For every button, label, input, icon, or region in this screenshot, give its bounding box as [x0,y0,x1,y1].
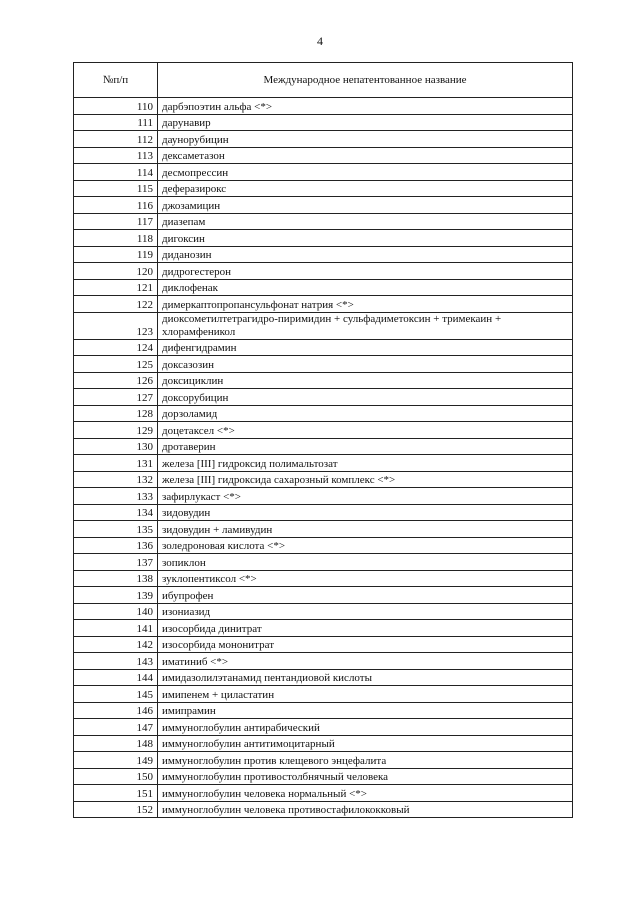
drug-name: изосорбида мононитрат [158,636,573,653]
table-row [74,296,573,313]
table-row [74,98,573,115]
drug-name: дарунавир [158,114,573,131]
page-number: 4 [317,34,323,48]
drug-name: зидовудин [158,504,573,521]
table-row [74,603,573,620]
table-header-row [74,63,573,98]
table-row [74,164,573,181]
drug-name: дорзоламид [158,405,573,422]
table-row [74,537,573,554]
row-number: 111 [74,114,158,131]
row-number: 112 [74,131,158,148]
drug-name: доксорубицин [158,389,573,406]
drug-name: иматиниб <*> [158,653,573,670]
row-number: 114 [74,164,158,181]
table-row [74,719,573,736]
row-number: 123 [74,312,158,339]
row-number: 150 [74,768,158,785]
table-row [74,620,573,637]
table-row [74,114,573,131]
row-number: 144 [74,669,158,686]
table-row [74,180,573,197]
drug-name: диклофенак [158,279,573,296]
row-number: 135 [74,521,158,538]
drug-name: зафирлукаст <*> [158,488,573,505]
table-row [74,801,573,818]
drug-name: железа [III] гидроксид полимальтозат [158,455,573,472]
table-row [74,488,573,505]
row-number: 124 [74,339,158,356]
table-row [74,230,573,247]
row-number: 110 [74,98,158,115]
table-row [74,312,573,339]
drug-name: диазепам [158,213,573,230]
table-row [74,587,573,604]
table-row [74,147,573,164]
drug-name: доксициклин [158,372,573,389]
table-row [74,471,573,488]
drug-name: дарбэпоэтин альфа <*> [158,98,573,115]
drug-name: дифенгидрамин [158,339,573,356]
row-number: 138 [74,570,158,587]
drug-name: имипрамин [158,702,573,719]
table-row [74,131,573,148]
table-row [74,455,573,472]
table-row [74,213,573,230]
row-number: 151 [74,785,158,802]
row-number: 126 [74,372,158,389]
table-row [74,263,573,280]
row-number: 128 [74,405,158,422]
row-number: 130 [74,438,158,455]
row-number: 129 [74,422,158,439]
drug-name: иммуноглобулин противостолбнячный человека [158,768,573,785]
row-number: 116 [74,197,158,214]
table-row [74,570,573,587]
drug-name: диоксометилтетрагидро-пиримидин + сульфадиметоксин + тримекаин + хлорамфеникол [158,312,573,339]
table-row [74,686,573,703]
table-row [74,735,573,752]
row-number: 113 [74,147,158,164]
drug-name: изониазид [158,603,573,620]
drug-name: доксазозин [158,356,573,373]
row-number: 146 [74,702,158,719]
drug-name: деферазирокс [158,180,573,197]
table-row [74,702,573,719]
row-number: 122 [74,296,158,313]
table-row [74,246,573,263]
row-number: 148 [74,735,158,752]
table-row [74,636,573,653]
row-number: 152 [74,801,158,818]
drug-name: иммуноглобулин антирабический [158,719,573,736]
drug-name: дротаверин [158,438,573,455]
table-row [74,785,573,802]
drug-name: джозамицин [158,197,573,214]
table-row [74,554,573,571]
table-row [74,521,573,538]
drug-name: имипенем + циластатин [158,686,573,703]
drug-name: золедроновая кислота <*> [158,537,573,554]
table-row [74,504,573,521]
drug-name: иммуноглобулин против клещевого энцефалита [158,752,573,769]
table-row [74,752,573,769]
row-number: 145 [74,686,158,703]
drug-name: даунорубицин [158,131,573,148]
drug-name: зуклопентиксол <*> [158,570,573,587]
drug-name: зидовудин + ламивудин [158,521,573,538]
table-row [74,197,573,214]
row-number: 141 [74,620,158,637]
drug-name: иммуноглобулин человека нормальный <*> [158,785,573,802]
drug-name: дидрогестерон [158,263,573,280]
table-row [74,279,573,296]
drug-name: десмопрессин [158,164,573,181]
drug-name: имидазолилэтанамид пентандиовой кислоты [158,669,573,686]
row-number: 142 [74,636,158,653]
row-number: 134 [74,504,158,521]
table-row [74,356,573,373]
row-number: 117 [74,213,158,230]
table-row [74,768,573,785]
drug-name: изосорбида динитрат [158,620,573,637]
table-row [74,669,573,686]
drug-name: иммуноглобулин человека противостафилококковый [158,801,573,818]
drug-name: диданозин [158,246,573,263]
table-row [74,422,573,439]
row-number: 115 [74,180,158,197]
drug-name: иммуноглобулин антитимоцитарный [158,735,573,752]
row-number: 136 [74,537,158,554]
row-number: 140 [74,603,158,620]
drug-name: димеркаптопропансульфонат натрия <*> [158,296,573,313]
drug-name: зопиклон [158,554,573,571]
table-row [74,653,573,670]
drug-name: ибупрофен [158,587,573,604]
drug-name: дигоксин [158,230,573,247]
row-number: 132 [74,471,158,488]
table-row [74,405,573,422]
row-number: 120 [74,263,158,280]
drug-list-table [73,62,573,818]
row-number: 121 [74,279,158,296]
row-number: 137 [74,554,158,571]
header-number: №п/п [74,63,158,98]
row-number: 133 [74,488,158,505]
row-number: 149 [74,752,158,769]
row-number: 139 [74,587,158,604]
table-row [74,339,573,356]
row-number: 127 [74,389,158,406]
drug-name: доцетаксел <*> [158,422,573,439]
table-row [74,372,573,389]
row-number: 119 [74,246,158,263]
row-number: 131 [74,455,158,472]
row-number: 125 [74,356,158,373]
row-number: 118 [74,230,158,247]
row-number: 147 [74,719,158,736]
table-row [74,389,573,406]
table-row [74,438,573,455]
drug-name: дексаметазон [158,147,573,164]
header-inn-name: Международное непатентованное название [158,63,573,98]
drug-name: железа [III] гидроксида сахарозный комплекс <*> [158,471,573,488]
row-number: 143 [74,653,158,670]
